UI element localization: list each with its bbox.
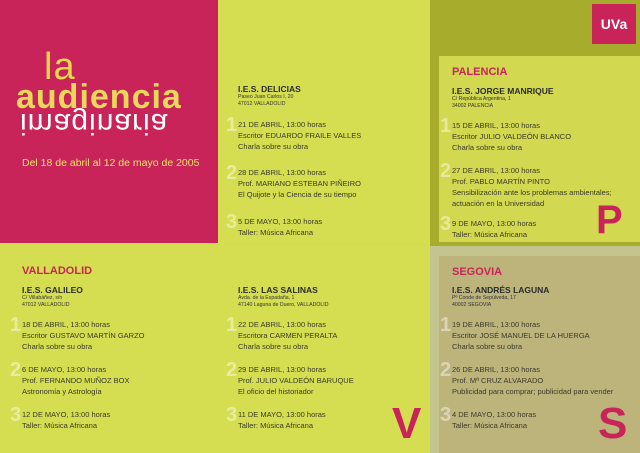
- letter-v: V: [392, 399, 422, 448]
- event-workshop: Taller: Música Africana: [452, 230, 528, 239]
- event-item: [226, 359, 428, 397]
- event-item: [10, 314, 212, 352]
- event-date: 4 DE MAYO, 13:00 horas: [452, 410, 537, 419]
- event-speaker: Prof. FERNANDO MUÑOZ BOX: [22, 376, 130, 385]
- event-topic: El oficio del historiador: [238, 387, 314, 396]
- event-item: [226, 162, 428, 200]
- event-date: 15 DE ABRIL, 13:00 horas: [452, 121, 540, 130]
- event-speaker: Escritor GUSTAVO MARTÍN GARZO: [22, 331, 145, 340]
- event-date: 18 DE ABRIL, 13:00 horas: [22, 320, 110, 329]
- event-item: [440, 359, 640, 397]
- school-galileo: [10, 285, 212, 431]
- event-number: 3: [10, 404, 22, 426]
- letter-s: S: [598, 399, 628, 448]
- event-number: 3: [440, 404, 452, 426]
- event-number: 2: [440, 359, 452, 381]
- event-workshop: Taller: Música Africana: [452, 421, 528, 430]
- school-address: Avda. de la Espadaña, 1: [238, 295, 295, 301]
- event-item: [440, 314, 640, 352]
- event-topic: Sensibilización ante los problemas ambientales;: [452, 188, 612, 197]
- event-number: 2: [440, 160, 452, 182]
- event-number: 3: [226, 404, 238, 426]
- event-speaker: Prof. Mª CRUZ ALVARADO: [452, 376, 544, 385]
- title-imaginaria: imaginaria: [20, 107, 169, 140]
- event-date: 5 DE MAYO, 13:00 horas: [238, 217, 323, 226]
- school-postcode: 34002 PALENCIA: [452, 103, 494, 109]
- school-delicias: [226, 84, 428, 238]
- event-topic: Charla sobre su obra: [238, 142, 309, 151]
- school-name: I.E.S. DELICIAS: [238, 84, 301, 94]
- event-topic: Charla sobre su obra: [238, 342, 309, 351]
- event-item: [226, 114, 428, 152]
- event-number: 1: [10, 314, 22, 336]
- event-item: [440, 115, 640, 153]
- event-date: 29 DE ABRIL, 13:00 horas: [238, 365, 326, 374]
- event-date: 12 DE MAYO, 13:00 horas: [22, 410, 111, 419]
- event-item: [226, 314, 428, 352]
- event-item: [10, 404, 212, 431]
- school-address: C/ Villabáñez, s/n: [22, 295, 63, 301]
- event-item: [10, 359, 212, 397]
- school-address: Paseo Juan Carlos I, 20: [238, 94, 294, 100]
- date-range: Del 18 de abril al 12 de mayo de 2005: [22, 157, 200, 169]
- event-date: 27 DE ABRIL, 13:00 horas: [452, 166, 540, 175]
- event-topic: Charla sobre su obra: [452, 143, 523, 152]
- event-workshop: Taller: Música Africana: [238, 421, 314, 430]
- event-date: 6 DE MAYO, 13:00 horas: [22, 365, 107, 374]
- event-number: 3: [226, 211, 238, 233]
- school-address: Pº Conde de Sepúlveda, 17: [452, 295, 516, 301]
- event-speaker: Prof. MARIANO ESTEBAN PIÑEIRO: [238, 179, 361, 188]
- event-date: 22 DE ABRIL, 13:00 horas: [238, 320, 326, 329]
- school-postcode: 40002 SEGOVIA: [452, 302, 492, 308]
- event-number: 2: [226, 359, 238, 381]
- event-date: 9 DE MAYO, 13:00 horas: [452, 219, 537, 228]
- event-topic: Astronomía y Astrología: [22, 387, 102, 396]
- event-speaker: Escritor JOSÉ MANUEL DE LA HUERGA: [452, 331, 590, 340]
- event-number: 1: [440, 115, 452, 137]
- uva-logo: UVa: [592, 4, 636, 44]
- school-postcode: 47012 VALLADOLID: [238, 101, 286, 107]
- event-topic: Charla sobre su obra: [452, 342, 523, 351]
- school-name: I.E.S. GALILEO: [22, 285, 83, 295]
- event-number: 1: [440, 314, 452, 336]
- event-topic: Charla sobre su obra: [22, 342, 93, 351]
- letter-p: P: [596, 198, 623, 242]
- school-postcode: 47012 VALLADOLID: [22, 302, 70, 308]
- event-topic: El Quijote y la Ciencia de su tiempo: [238, 190, 357, 199]
- event-topic: Publicidad para comprar; publicidad para vender: [452, 387, 614, 396]
- event-workshop: Taller: Música Africana: [22, 421, 98, 430]
- event-number: 1: [226, 114, 238, 136]
- school-name: I.E.S. LAS SALINAS: [238, 285, 318, 295]
- school-name: I.E.S. JORGE MANRIQUE: [452, 86, 554, 96]
- event-speaker: Escritor JULIO VALDEÓN BLANCO: [452, 132, 572, 141]
- event-topic-cont: actuación en la Universidad: [452, 199, 545, 208]
- event-speaker: Prof. PABLO MARTÍN PINTO: [452, 177, 550, 186]
- title-la: la: [44, 46, 76, 88]
- school-address: C/ República Argentina, 1: [452, 96, 511, 102]
- event-date: 11 DE MAYO, 13:00 horas: [238, 410, 326, 419]
- event-speaker: Escritor EDUARDO FRAILE VALLES: [238, 131, 362, 140]
- event-item: [226, 211, 428, 238]
- event-number: 1: [226, 314, 238, 336]
- event-workshop: Taller: Música Africana: [238, 228, 314, 237]
- event-date: 28 DE ABRIL, 13:00 horas: [238, 168, 326, 177]
- event-number: 2: [10, 359, 22, 381]
- school-postcode: 47140 Laguna de Duero, VALLADOLID: [238, 302, 329, 308]
- event-number: 2: [226, 162, 238, 184]
- region-segovia: SEGOVIA: [452, 266, 503, 278]
- event-speaker: Escritora CARMEN PERALTA: [238, 331, 338, 340]
- event-number: 3: [440, 213, 452, 235]
- region-valladolid: VALLADOLID: [22, 265, 93, 277]
- event-date: 21 DE ABRIL, 13:00 horas: [238, 120, 326, 129]
- event-speaker: Prof. JULIO VALDEÓN BARUQUE: [238, 376, 354, 385]
- title-audiencia: audiencia: [16, 78, 182, 116]
- event-date: 19 DE ABRIL, 13:00 horas: [452, 320, 540, 329]
- region-palencia: PALENCIA: [452, 66, 508, 78]
- event-date: 26 DE ABRIL, 13:00 horas: [452, 365, 540, 374]
- school-name: I.E.S. ANDRÉS LAGUNA: [452, 285, 550, 295]
